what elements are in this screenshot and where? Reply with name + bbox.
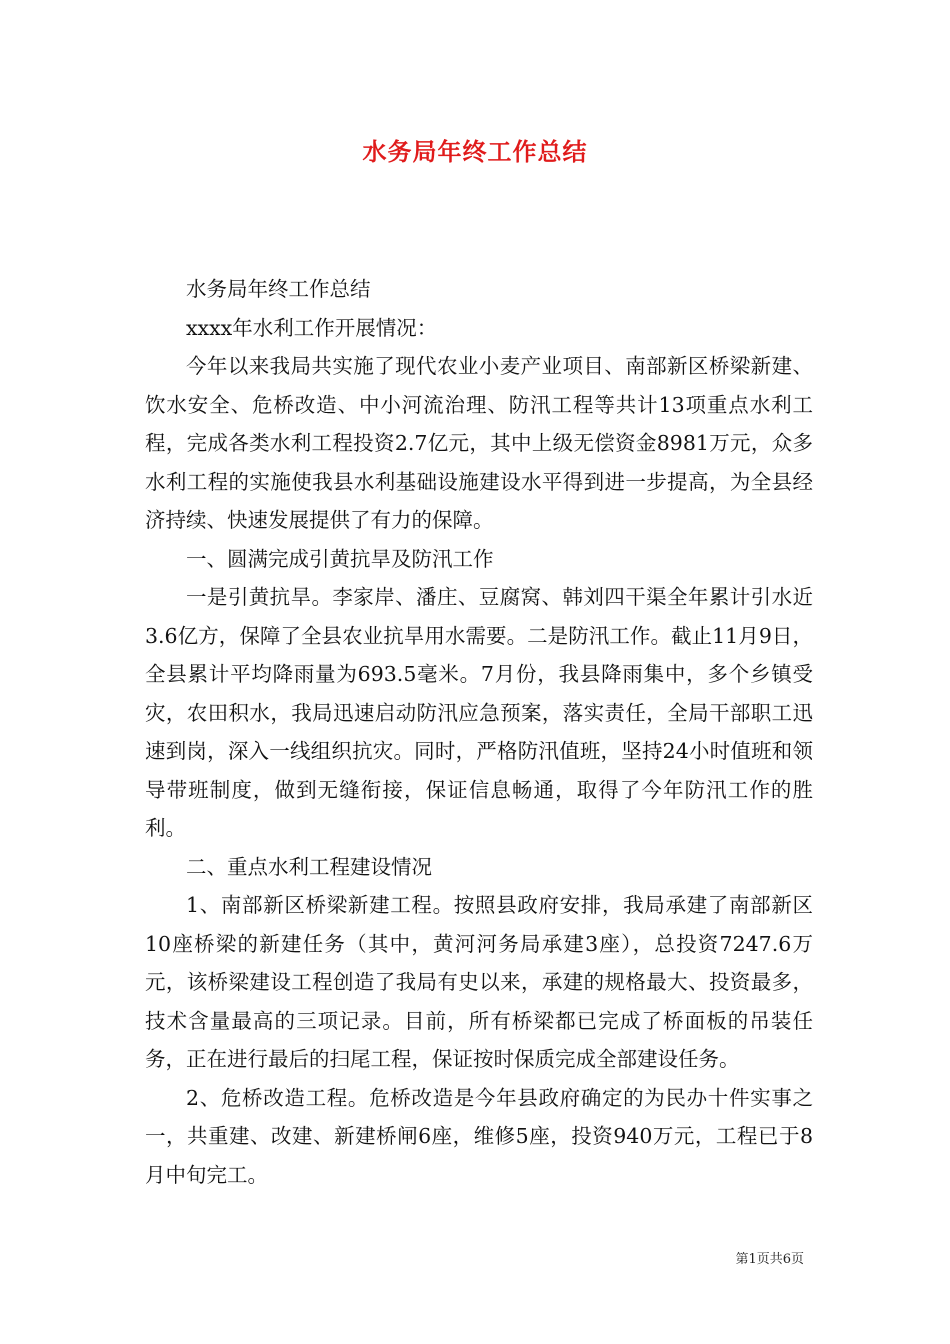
paragraph: 2、危桥改造工程。危桥改造是今年县政府确定的为民办十件实事之一，共重建、改建、新建桥闸6座，维修5座，投资940万元，工程已于8月中旬完工。 — [145, 1085, 813, 1187]
page-number: 第1页共6页 — [735, 1252, 804, 1267]
paragraph: 水务局年终工作总结 — [186, 277, 371, 301]
document-body — [145, 270, 813, 1194]
paragraph: 二、重点水利工程建设情况 — [186, 854, 432, 879]
paragraph: 一、圆满完成引黄抗旱及防汛工作 — [186, 546, 494, 571]
paragraph: xxxx年水利工作开展情况： — [186, 315, 438, 340]
paragraph: 一是引黄抗旱。李家岸、潘庄、豆腐窝、韩刘四干渠全年累计引水近3.6亿方，保障了全县农业抗旱用水需要。二是防汛工作。截止11月9日，全县累计平均降雨量为693.5毫米。7月份，我县降雨集中，多个乡镇受灾，农田积水，我局迅速启动防汛应急预案，落实责任，全局干部职工迅速到岗，深入一线组织抗灾。同时，严格防汛值班，坚持24小时值班和领导带班制度，做到无缝衔接，保证信息畅通，取得了今年防汛工作的胜利。 — [145, 585, 813, 840]
paragraph: 1、南部新区桥梁新建工程。按照县政府安排，我局承建了南部新区10座桥梁的新建任务（其中，黄河河务局承建3座），总投资7247.6万元，该桥梁建设工程创造了我局有史以来，承建的规格最大、投资最多，技术含量最高的三项记录。目前，所有桥梁都已完成了桥面板的吊装任务，正在进行最后的扫尾工程，保证按时保质完成全部建设任务。 — [145, 893, 813, 1071]
paragraph: 今年以来我局共实施了现代农业小麦产业项目、南部新区桥梁新建、饮水安全、危桥改造、中小河流治理、防汛工程等共计13项重点水利工程，完成各类水利工程投资2.7亿元，其中上级无偿资金8981万元，众多水利工程的实施使我县水利基础设施建设水平得到进一步提高，为全县经济持续、快速发展提供了有力的保障。 — [145, 354, 813, 532]
document-title: 水务局年终工作总结 — [362, 137, 588, 166]
